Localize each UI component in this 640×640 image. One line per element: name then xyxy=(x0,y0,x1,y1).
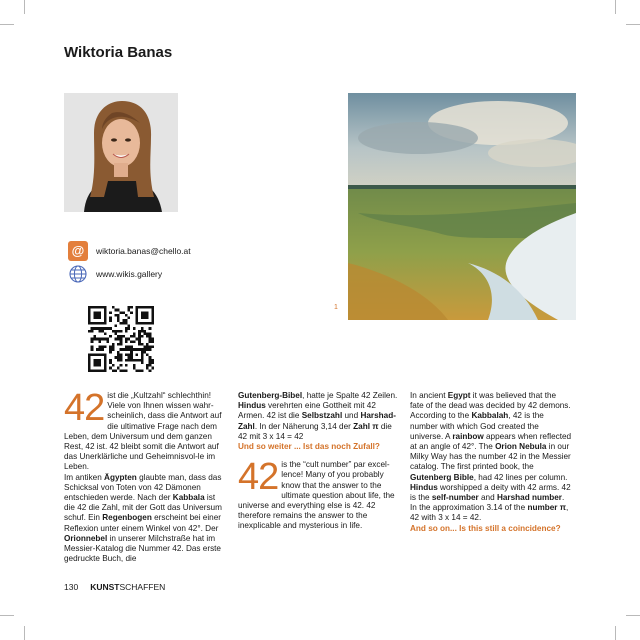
drop-number: 42 xyxy=(238,456,279,499)
keyword: Orionnebel xyxy=(64,533,108,543)
keyword: Egypt xyxy=(447,391,471,400)
page-footer xyxy=(64,582,165,592)
artist-name: Wiktoria Banas xyxy=(64,44,173,61)
german-intro-text: ist die „Kultzahl“ schlechthin! Viele von Ihnen wissen wahr-scheinlich, dass die Antwort auf die ultimative Frage nach dem Leben, dem Universum und dem ganzen Rest, 42 ist. 42 bleibt somit die Antwort auf das Unerklärliche und Geheimnisvol-le im Leben. xyxy=(64,391,222,472)
keyword: Zahl π xyxy=(353,421,379,431)
keyword: Orion Nebula xyxy=(495,442,547,452)
crop-mark xyxy=(0,24,14,25)
crop-mark xyxy=(626,24,640,25)
crop-mark xyxy=(24,0,25,14)
keyword: self-number xyxy=(431,493,479,503)
website-row xyxy=(68,264,162,284)
globe-icon xyxy=(68,264,88,284)
page-number: 130 xyxy=(64,582,79,592)
crop-mark xyxy=(0,615,14,616)
german-body: Im antiken Ägypten glaubte man, dass das Schicksal von Toten von 42 Dämonen entschieden werde. Nach der Kabbala ist die 42 die Zahl, mit der Gott das Universum schuf. Ein Regenbogen erscheint bei einer Reflexion unter einem Winkel von 42°. Der Orionnebel in unserer Milchstraße hat im Messier-Katalog die Nummer 42. Das erste gedruckte Buch, die xyxy=(64,472,222,564)
crop-mark xyxy=(626,615,640,616)
text-column-english xyxy=(410,391,572,534)
text-column-german xyxy=(64,387,226,564)
keyword: number π xyxy=(527,503,567,513)
german-body-continued: Gutenberg-Bibel, hatte je Spalte 42 Zeilen. Hindus verehrten eine Gottheit mit 42 Armen. 42 ist die Selbstzahl und Harshad-Zahl. In der Näherung 3,14 der Zahl π die 42 mit 3 x 14 = 42 xyxy=(238,391,398,441)
painting-image xyxy=(348,93,576,320)
email-row xyxy=(68,241,191,261)
drop-number: 42 xyxy=(64,387,105,429)
keyword: Ägypten xyxy=(104,472,137,482)
crop-mark xyxy=(615,626,616,640)
german-closing: Und so weiter ... Ist das noch Zufall? xyxy=(238,442,380,452)
website-link[interactable]: www.wikis.gallery xyxy=(96,269,163,279)
keyword: Gutenberg-Bibel xyxy=(238,391,303,400)
qr-code[interactable] xyxy=(88,306,154,372)
keyword: Gutenberg Bible xyxy=(410,472,474,482)
keyword: Hindus xyxy=(238,401,266,411)
keyword: Selbstzahl xyxy=(301,411,343,421)
keyword: Hindus xyxy=(410,482,438,492)
email-link[interactable]: wiktoria.banas@chello.at xyxy=(96,246,191,256)
figure-number: 1 xyxy=(334,304,338,311)
crop-mark xyxy=(24,626,25,640)
keyword: Regenbogen xyxy=(102,513,152,523)
english-intro-text: is the “cult number” par excel-lence! Many of you probably know that the answer to the ultimate question about life, the universe and everything else is 42. 42 therefore remains the answer to the inexplicable and mysterious in life. xyxy=(238,460,395,531)
crop-mark xyxy=(615,0,616,14)
artist-portrait xyxy=(64,93,178,212)
keyword: Harshad-Zahl xyxy=(238,411,396,431)
keyword: rainbow xyxy=(452,431,484,441)
at-icon: @ xyxy=(68,241,88,261)
keyword: Kabbala xyxy=(172,493,205,503)
keyword: Harshad number xyxy=(496,493,562,503)
text-column-middle xyxy=(238,391,400,532)
keyword: Kabbalah xyxy=(471,411,509,421)
english-body: In ancient Egypt it was believed that the fate of the dead was decided by 42 demons. According to the Kabbalah, 42 is the number with which God created the universe. A rainbow appears when reflected at an angle of 42°. The Orion Nebula in our Milky Way has the number 42 in the Messier catalog. The first printed book, the Gutenberg Bible, had 42 lines per column. Hindus worshipped a deity with 42 arms. 42 is the self-number and Harshad number. In the approximation 3.14 of the number π, 42 with 3 x 14 = 42. xyxy=(410,391,572,523)
german-intro xyxy=(64,387,226,473)
english-intro xyxy=(238,456,400,531)
english-closing: And so on... Is this still a coincidence? xyxy=(410,523,561,533)
brand-name: KUNSTSCHAFFEN xyxy=(90,582,166,592)
